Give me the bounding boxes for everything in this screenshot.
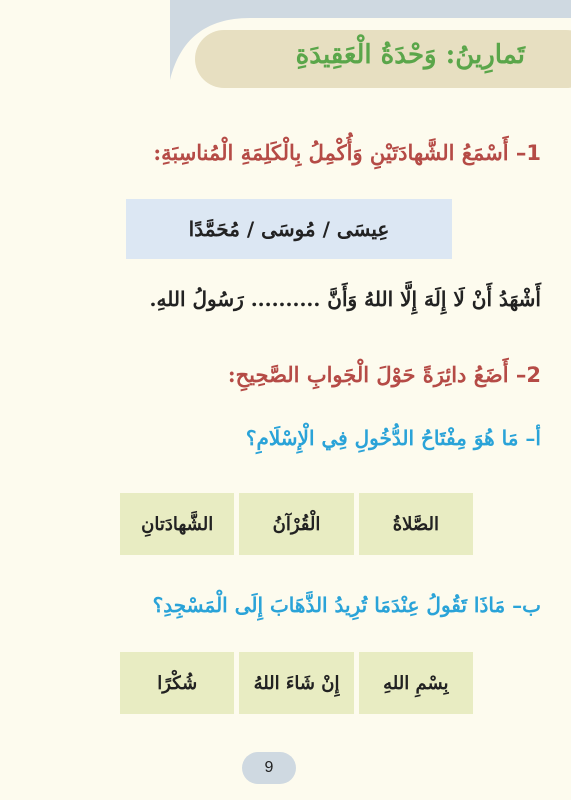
question-2a-text: أ– مَا هُوَ مِفْتَاحُ الدُّخُولِ فِي الْإِسْلَامِ؟: [245, 426, 541, 450]
question-2-number: 2–: [515, 363, 541, 387]
page-title: تَمارِينُ: وَحْدَةُ الْعَقِيدَةِ: [295, 40, 525, 70]
title-banner: [195, 30, 571, 88]
answer-option-shukran[interactable]: شُكْرًا: [120, 652, 234, 714]
question-1-heading: [153, 140, 541, 165]
page-number: 9: [242, 752, 296, 784]
word-options-box: عِيسَى / مُوسَى / مُحَمَّدًا: [126, 199, 452, 259]
answer-option-quran[interactable]: الْقُرْآنُ: [239, 493, 353, 555]
answer-row-a: [120, 493, 473, 555]
answer-option-bismillah[interactable]: بِسْمِ اللهِ: [359, 652, 473, 714]
answer-option-shahadatan[interactable]: الشَّهادَتانِ: [120, 493, 234, 555]
question-1-number: 1–: [515, 141, 541, 165]
answer-row-b: [120, 652, 473, 714]
question-2-text: أَضَعُ دائِرَةً حَوْلَ الْجَوابِ الصَّحِيحِ:: [227, 362, 509, 387]
answer-option-inshallah[interactable]: إِنْ شَاءَ اللهُ: [239, 652, 353, 714]
question-2-heading: [228, 362, 541, 387]
fill-in-sentence: أَشْهَدُ أَنْ لَا إِلَهَ إِلَّا اللهُ وَأَنَّ .......... رَسُولُ اللهِ.: [149, 287, 541, 311]
question-1-text: أَسْمَعُ الشَّهادَتَيْنِ وَأُكْمِلُ بِالْكَلِمَةِ الْمُناسِبَةِ:: [153, 140, 509, 165]
answer-option-prayer[interactable]: الصَّلاةُ: [359, 493, 473, 555]
question-2b-text: ب– مَاذَا تَقُولُ عِنْدَمَا تُرِيدُ الذَّهَابَ إِلَى الْمَسْجِدِ؟: [152, 593, 541, 617]
